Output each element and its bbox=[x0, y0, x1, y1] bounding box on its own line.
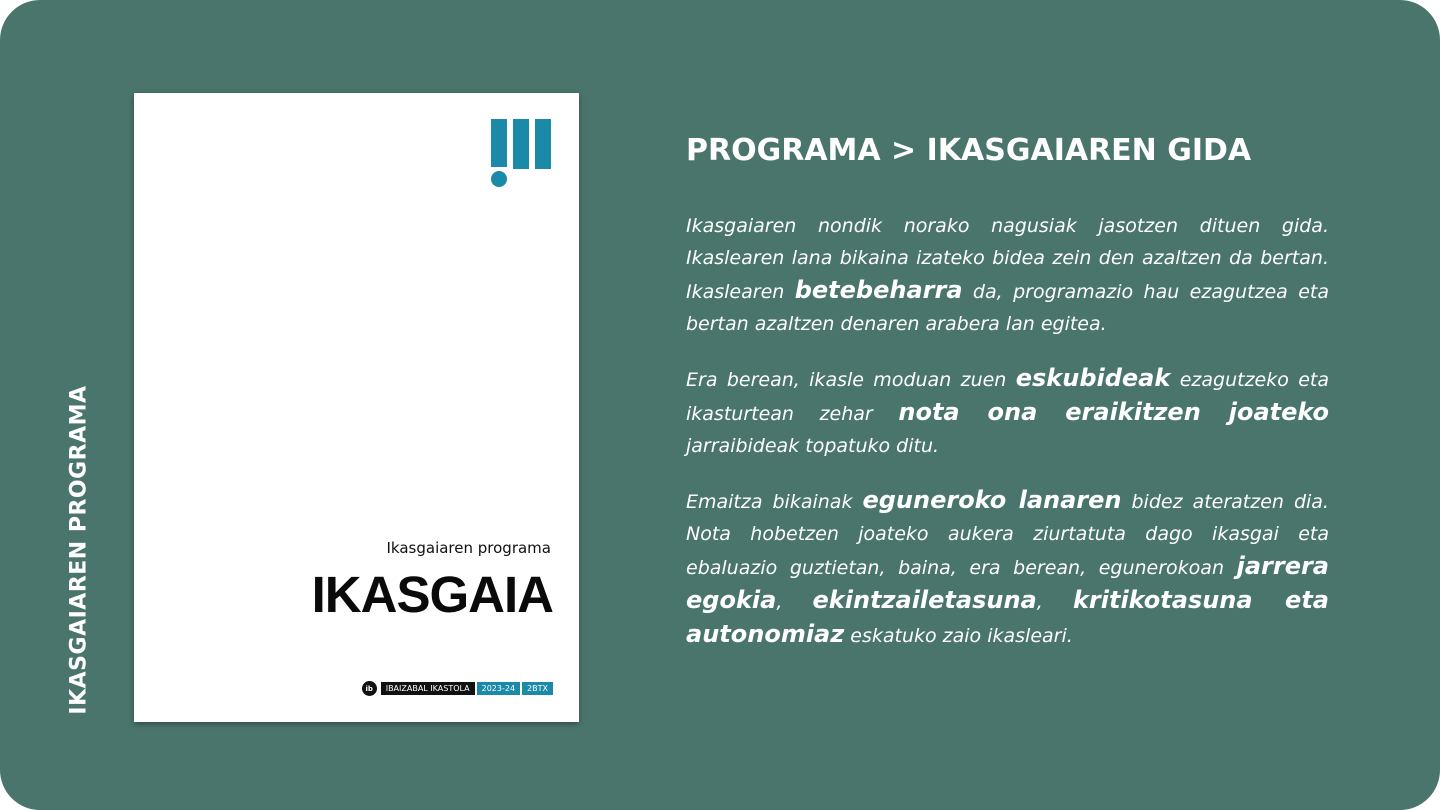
p2-text-a: Era berean, ikasle moduan zuen bbox=[686, 369, 1016, 391]
p1-emphasis: betebeharra bbox=[794, 276, 963, 304]
p2-text-e: jarraibideak topatuko ditu. bbox=[686, 435, 940, 457]
p1-text-c: da, programazio hau ezagutzea eta bertan azaltzen denaren arabera lan egitea. bbox=[686, 281, 1330, 335]
side-title: IKASGAIAREN PROGRAMA bbox=[66, 385, 92, 715]
p3-text-c: bidez ateratzen dia. Nota hobetzen joateko aukera ziurtatuta dago ikasgai eta ebaluazio guztietan, baina, era berean, egunerokoan bbox=[686, 491, 1329, 579]
paragraph-1 bbox=[686, 210, 1329, 340]
cover-subtitle: Ikasgaiaren programa bbox=[386, 539, 551, 557]
paragraph-3 bbox=[686, 484, 1329, 652]
p3-emphasis-4: kritikotasuna eta autonomiaz bbox=[686, 586, 1329, 648]
p3-text-i: eskatuko zaio ikasleari. bbox=[844, 625, 1073, 647]
p3-text-a: Emaitza bikainak bbox=[686, 491, 863, 513]
p3-text-g: , bbox=[1036, 591, 1073, 613]
p3-emphasis-2: jarrera egokia bbox=[686, 552, 1329, 614]
footer-year: 2023-24 bbox=[477, 682, 520, 695]
body-text bbox=[686, 210, 1329, 674]
footer-school: IBAIZABAL IKASTOLA bbox=[381, 682, 475, 695]
school-badge-icon: ib bbox=[362, 681, 377, 696]
footer-grade: 2BTX bbox=[522, 682, 553, 695]
cover-image bbox=[134, 93, 579, 722]
cover-title: IKASGAIA bbox=[311, 566, 553, 623]
p1-text-a: Ikasgaiaren nondik norako nagusiak jasotzen dituen gida. Ikaslearen lana bikaina izateko bidea zein den azaltzen da bertan. Ikaslearen bbox=[686, 215, 1329, 303]
p2-emphasis-2: nota ona eraikitzen joateko bbox=[898, 398, 1329, 426]
cover-footer bbox=[362, 681, 553, 696]
p3-emphasis-3: ekintzailetasuna bbox=[812, 586, 1037, 614]
p2-text-c: ezagutzeko eta ikasturtean zehar bbox=[686, 369, 1329, 425]
p3-text-e: , bbox=[776, 591, 813, 613]
paragraph-2 bbox=[686, 362, 1329, 462]
p3-emphasis-1: eguneroko lanaren bbox=[862, 486, 1122, 514]
p2-emphasis-1: eskubideak bbox=[1015, 364, 1171, 392]
exclamation-bars-logo-icon bbox=[491, 119, 553, 187]
page-title: PROGRAMA > IKASGAIAREN GIDA bbox=[686, 133, 1252, 168]
